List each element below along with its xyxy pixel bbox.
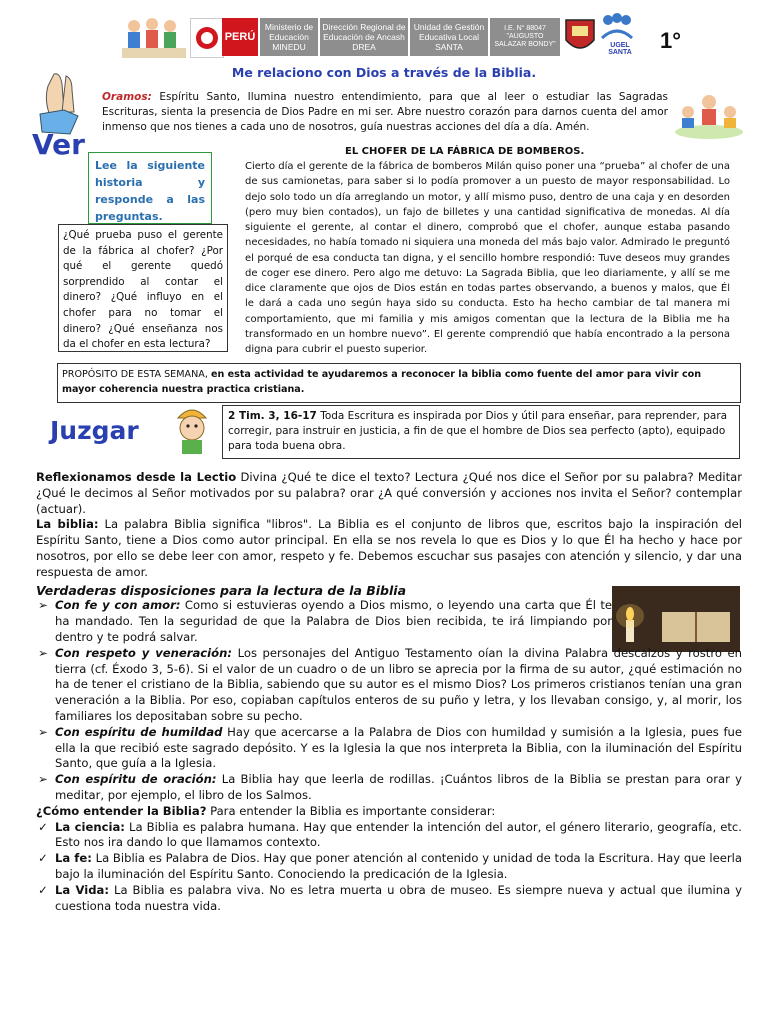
arrow-bullet-icon: ➢: [38, 724, 48, 739]
purpose-text: en esta actividad te ayudaremos a reconocer la biblia como fuente del amor para vivir con mayor coherencia nuestra practica cristiana.: [62, 369, 702, 395]
ugel-logo-label: UGEL SANTA: [608, 42, 632, 56]
disposition-text: Hay que acercarse a la Palabra de Dios con humildad y sumisión a la Iglesia, pues fue ella la que recibió este sagrado depósito. Y es la Iglesia la que nos interpreta la Biblia, con la iluminación del Espíritu Santo, que guía a la Iglesia.: [55, 724, 743, 771]
purpose-label: PROPÓSITO DE ESTA SEMANA,: [62, 369, 208, 380]
peru-label: PERÚ: [222, 18, 258, 56]
header-bar: [0, 0, 768, 66]
consideration-title: La fe:: [55, 851, 92, 866]
prayer-paragraph: [102, 90, 668, 135]
disposition-text: Como si estuvieras oyendo a Dios mismo, o leyendo una carta que Él te ha mandado. Ten la seguridad de que la Palabra de Dios bien recibida, te irá limpiando por dentro y te podrá salvar.: [55, 598, 612, 644]
reflection-paragraph: [36, 470, 742, 517]
list-item: [36, 725, 742, 772]
verse-text: Toda Escritura es inspirada por Dios y útil para enseñar, para reprender, para corregir, para instruir en justicia, a fin de que el hombre de Dios sea perfecto (apto), equipado para toda buena obra.: [228, 410, 728, 452]
disposition-title: Con fe y con amor:: [55, 598, 181, 613]
list-item: [36, 772, 742, 804]
reflection-label: Reflexionamos desde la Lectio: [36, 470, 237, 484]
ugel-unit-label: Unidad de Gestión Educativa Local SANTA: [410, 18, 488, 56]
reading-children-clipart: [674, 86, 744, 140]
children-clipart: [122, 14, 186, 60]
body-content: [36, 470, 742, 914]
bible-text: La palabra Biblia significa "libros". La Biblia es el conjunto de libros que, escritos bajo la inspiración del Espíritu Santo, tiene a Dios como autor principal. En ella se nos revela lo que es Dios y lo que Él ha hecho y hace por nosotros, por ello se debe leer con amor, respeto y fe. Debemos escuchar sus pasajes con atención y silencio, y dar una respuesta de amor.: [36, 517, 742, 579]
consideration-title: La ciencia:: [55, 819, 125, 834]
understand-paragraph: [36, 804, 742, 820]
list-item: [36, 820, 742, 852]
questions-box: ¿Qué prueba puso el gerente de la fábrica al chofer? ¿Por qué el gerente quedó sorprendido al contar el dinero? ¿Qué influyo en el chofer para no tomar el dinero? ¿Qué enseñanza nos da el chofer en esta lectura?: [58, 224, 228, 352]
consideration-text: La Biblia es palabra viva. No es letra muerta u obra de museo. Es siempre nueva y actual que ilumina y cuestiona toda nuestra vida.: [55, 882, 743, 913]
ver-section-label: Ver: [32, 128, 85, 161]
list-item: [36, 646, 742, 725]
purpose-box: [57, 363, 741, 403]
disposition-title: Con espíritu de oración:: [55, 772, 217, 787]
consideration-text: La Biblia es Palabra de Dios. Hay que poner atención al contenido y unidad de toda la Escritura. Hay que leerla bajo la iluminación del Espíritu Santo. Conociendo la predicación de la Iglesia.: [55, 851, 742, 881]
story-title: EL CHOFER DE LA FÁBRICA DE BOMBEROS.: [345, 146, 585, 157]
disposition-text: Los personajes del Antiguo Testamento oían la divina Palabra descalzos y rostro en tierra (cf. Éxodo 3, 5-6). Si el valor de un cuadro o de un libro se aprecia por la firma de su autor, ¿qué estimación no ha de tener el cristiano de la Biblia, sabiendo que su autor es el mismo Dios? Los primeros cristianos tenían una gran veneración a la Biblia. Por eso, copiaban capítulos enteros de su puño y letra, y los llevaban consigo, y, al morir, los familiares los depositaban sobre su pecho.: [55, 645, 742, 723]
juzgar-section-label: Juzgar: [50, 416, 139, 445]
understand-label: ¿Cómo entender la Biblia?: [36, 803, 207, 818]
consideration-title: La Vida:: [55, 882, 110, 897]
list-item: [36, 598, 742, 645]
school-label: I.E. N° 88047 "AUGUSTO SALAZAR BONDY": [490, 18, 560, 56]
checkmark-icon: ✓: [38, 819, 48, 834]
considerations-list: [36, 820, 742, 915]
verse-ref: 2 Tim. 3, 16-17: [228, 410, 317, 422]
disposition-title: Con espíritu de humildad: [55, 724, 223, 739]
bible-paragraph: [36, 517, 742, 580]
understand-text: Para entender la Biblia es importante considerar:: [210, 803, 496, 818]
school-crest-icon: [562, 16, 598, 58]
disposition-title: Con respeto y veneración:: [55, 645, 233, 660]
arrow-bullet-icon: ➢: [38, 645, 48, 660]
dispositions-list: [36, 598, 742, 803]
page-title: Me relaciono con Dios a través de la Biblia.: [231, 65, 537, 80]
list-item: [36, 851, 742, 883]
consideration-text: La Biblia es palabra humana. Hay que entender la intención del autor, el género literario, geografía, etc. Esto nos ira dando lo que llamamos contexto.: [55, 819, 742, 850]
disposition-text: La Biblia hay que leerla de rodillas. ¡Cuántos libros de la Biblia se prestan para orar y meditar, por ejemplo, el libro de los Salmos.: [55, 772, 742, 802]
peru-shield-icon: [190, 18, 224, 58]
arrow-bullet-icon: ➢: [38, 598, 48, 613]
reflection-text: Divina ¿Qué te dice el texto? Lectura ¿Qué nos dice el Señor por su palabra? Meditar ¿Qué le decimos al Señor motivados por su palabra? orar ¿A qué conversión y acciones nos invita el Señor? contemplar (actuar).: [36, 470, 743, 516]
regional-label: Dirección Regional de Educación de Ancash DREA: [320, 18, 408, 56]
read-instruction-box: Lee la siguiente historia y responde a las preguntas.: [88, 152, 212, 224]
dispositions-title: Verdaderas disposiciones para la lectura de la Biblia: [36, 582, 407, 598]
list-item: [36, 883, 742, 915]
ugel-logo-icon: [600, 12, 634, 42]
story-text: Cierto día el gerente de la fábrica de bomberos Milán quiso poner una “prueba” al chofer de una de sus camionetas, para saber si lo podía promover a un puesto de mayor responsabilidad. Lo dejo solo todo un día arreglando un motor, y allí mismo puso, dentro de una caja y en desorden (pero muy bien contados), un fajo de billetes y una cantidad significativa de monedas. Al día siguiente el gerente, al contar el dinero, comprobó que el chofer, aunque estaba pasando necesidades, no había tomado ni siquiera una moneda del más bajo valor. Admirado le preguntó el porqué de esa conducta tan digna, y el sencillo hombre respondió: Tuve deseos muy grandes de coger ese dinero. Pero algo me detuvo: La Sagrada Biblia, que leo diariamente, y allí se me dice claramente que ojos de Dios están en todas partes observando, a buenos y malos, que Él le dará a cada uno según haya sido su conducta. Esto ha hecho cambiar de tal manera mi comportamiento, que mi familia y mis amigos comentan que la lectura de la Biblia me ha transformado en un hombre nuevo”. El gerente comprendió que había encontrado a la persona digna para cubrir el puesto superior.: [245, 161, 730, 355]
thinking-boy-icon: [172, 404, 212, 456]
verse-box: [222, 405, 740, 459]
grade-label: 1°: [660, 28, 682, 53]
checkmark-icon: ✓: [38, 882, 48, 897]
bible-label: La biblia:: [36, 517, 99, 532]
prayer-label: Oramos:: [102, 91, 152, 103]
checkmark-icon: ✓: [38, 851, 48, 866]
arrow-bullet-icon: ➢: [38, 772, 48, 787]
ministry-label: Ministerio de Educación MINEDU: [260, 18, 318, 56]
prayer-text: Espíritu Santo, Ilumina nuestro entendimiento, para que al leer o estudiar las Sagradas Escrituras, sienta la presencia de Dios Padre en mi ser. Abre nuestro corazón para darnos cuenta del amor inmenso que nos tienes a cada uno de nosotros, guía nuestras acciones del día a día. Amén.: [102, 91, 669, 133]
